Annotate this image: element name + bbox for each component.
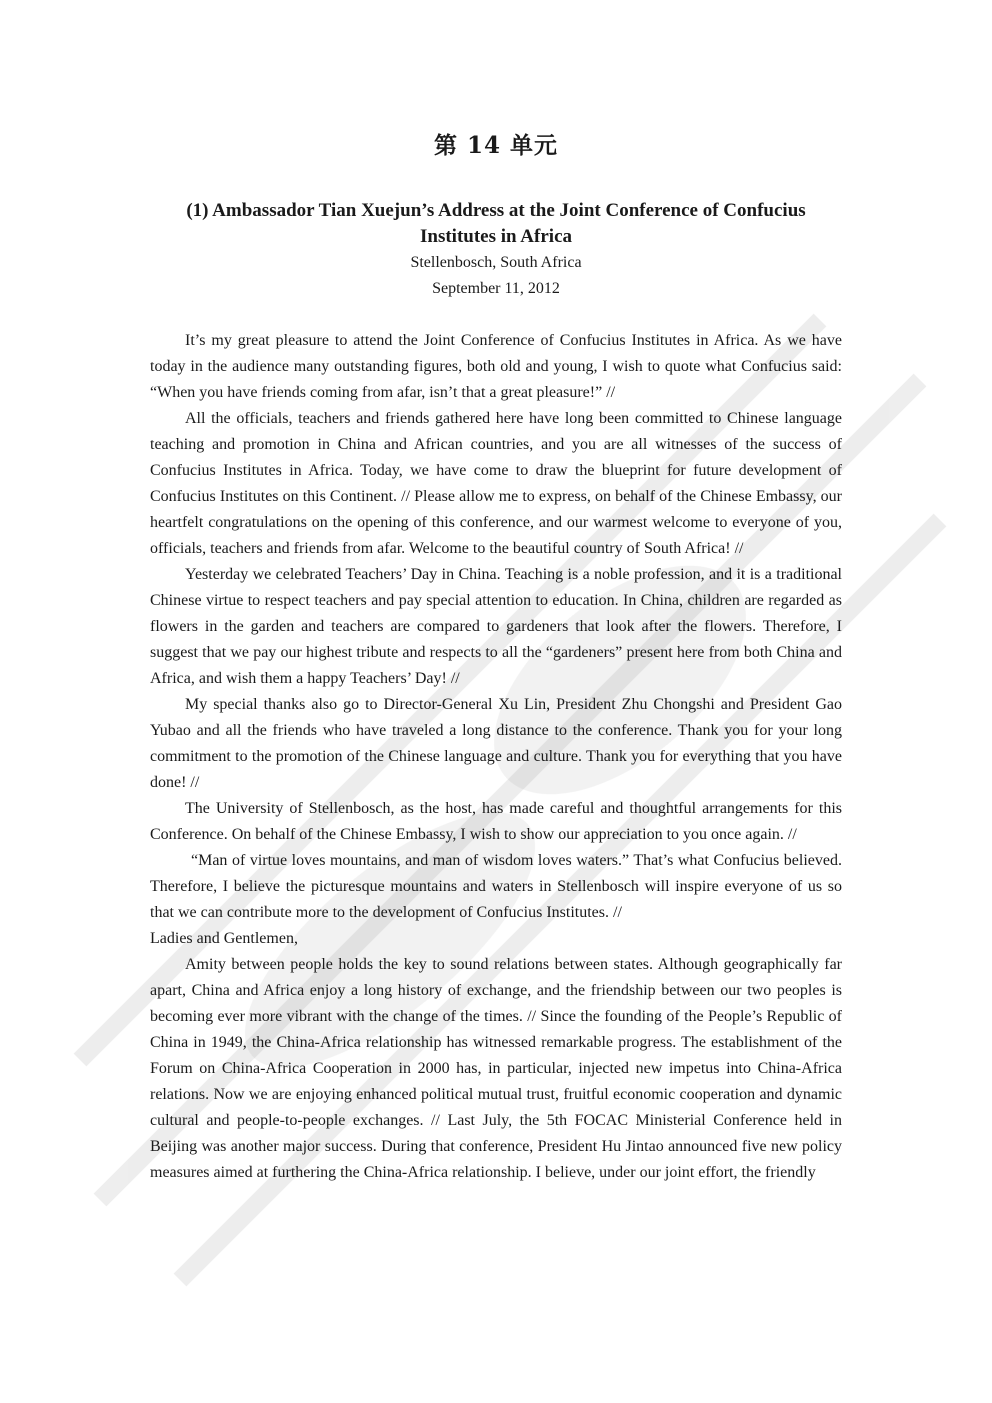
paragraph: It’s my great pleasure to attend the Joint Conference of Confucius Institutes in Africa. As we have today in the audience many outstanding figures, both old and young, I wish to quote what Confucius said: “When you have friends coming from afar, isn’t that a great pleasure!” // <box>150 332 842 401</box>
article-location: Stellenbosch, South Africa <box>410 254 582 271</box>
article-title-line-2: Institutes in Africa <box>420 226 572 247</box>
article-heading <box>150 198 842 302</box>
article-body <box>150 328 842 1186</box>
paragraph: Yesterday we celebrated Teachers’ Day in China. Teaching is a noble profession, and it is a traditional Chinese virtue to respect teachers and pay special attention to education. In China, children are regarded as flowers in the garden and teachers are compared to gardeners that look after the flowers. Therefore, I suggest that we pay our highest tribute and respects to all the “gardeners” present here from both China and Africa, and wish them a happy Teachers’ Day! // <box>150 566 842 687</box>
paragraph: All the officials, teachers and friends gathered here have long been committed to Chinese language teaching and promotion in China and African countries, and you are all witnesses of the success of Confucius Institutes in Africa. Today, we have come to draw the blueprint for future development of Confucius Institutes on this Continent. // Please allow me to express, on behalf of the Chinese Embassy, our heartfelt congratulations on the opening of this conference, and our warmest welcome to everyone of you, officials, teachers and friends from afar. Welcome to the beautiful country of South Africa! // <box>150 410 842 557</box>
paragraph: My special thanks also go to Director-General Xu Lin, President Zhu Chongshi and President Gao Yubao and all the friends who have traveled a long distance to the conference. Thank you for your long commitment to the promotion of the Chinese language and culture. Thank you for everything that you have done! // <box>150 696 842 791</box>
salutation: Ladies and Gentlemen, <box>150 930 298 947</box>
article-title <box>150 198 842 250</box>
paragraph: “Man of virtue loves mountains, and man of wisdom loves waters.” That’s what Confucius believed. Therefore, I believe the picturesque mountains and waters in Stellenbosch will inspire everyone of us so that we can contribute more to the development of Confucius Institutes. // <box>150 852 842 921</box>
article-date: September 11, 2012 <box>432 280 560 297</box>
paragraph: Amity between people holds the key to sound relations between states. Although geographically far apart, China and Africa enjoy a long history of exchange, and the friendship between our two peoples is becoming ever more vibrant with the change of the times. // Since the founding of the People’s Republic of China in 1949, the China-Africa relationship has witnessed remarkable progress. The establishment of the Forum on China-Africa Cooperation in 2000 has, in particular, injected new impetus into China-Africa relations. Now we are enjoying enhanced political mutual trust, fruitful economic cooperation and dynamic cultural and people-to-people exchanges. // Last July, the 5th FOCAC Ministerial Conference held in Beijing was another major success. During that conference, President Hu Jintao announced five new policy measures aimed at furthering the China-Africa relationship. I believe, under our joint effort, the friendly <box>150 956 842 1181</box>
unit-title: 第 14 单元 <box>433 132 559 159</box>
article-title-line-1: (1) Ambassador Tian Xuejun’s Address at the Joint Conference of Confucius <box>186 200 806 221</box>
paragraph: The University of Stellenbosch, as the host, has made careful and thoughtful arrangements for this Conference. On behalf of the Chinese Embassy, I wish to show our appreciation to you once again. // <box>150 800 842 843</box>
